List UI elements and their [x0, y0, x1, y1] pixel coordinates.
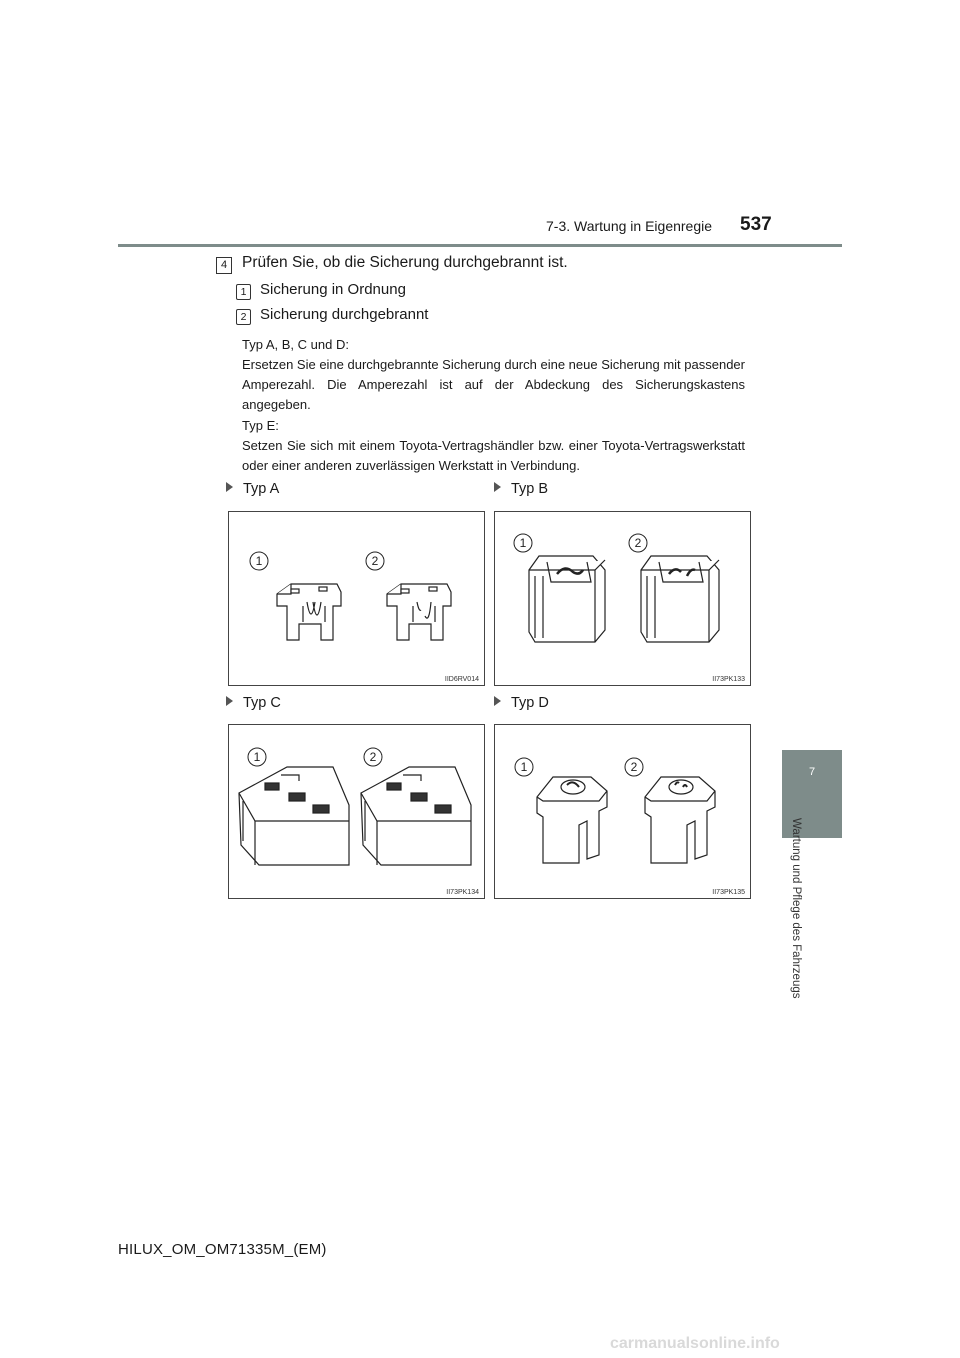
svg-text:2: 2 — [371, 554, 379, 568]
instruction-e-title: Typ E: — [242, 418, 279, 433]
figure-code: II73PK135 — [712, 889, 745, 896]
triangle-bullet-icon — [494, 482, 501, 492]
figure-type-a — [228, 511, 485, 686]
caption-text: Typ C — [243, 695, 281, 711]
fuse-blown-illustration — [645, 777, 715, 863]
figure-type-c — [228, 724, 485, 899]
page-number: 537 — [740, 214, 772, 235]
fuse-good-illustration — [239, 767, 349, 865]
chapter-number: 7 — [808, 766, 816, 778]
figure-code: IID6RV014 — [444, 676, 479, 683]
figure-code: II73PK133 — [712, 676, 745, 683]
callout-1 — [248, 748, 266, 766]
section-title: 7-3. Wartung in Eigenregie — [546, 218, 713, 234]
callout-2 — [629, 534, 647, 552]
fuse-good-illustration — [537, 777, 607, 863]
callout-2 — [366, 552, 384, 570]
legend-item-1-text: Sicherung in Ordnung — [260, 281, 406, 298]
callout-2 — [625, 758, 643, 776]
svg-text:1: 1 — [253, 750, 261, 764]
svg-text:2: 2 — [630, 760, 638, 774]
step-number-box — [216, 255, 232, 274]
callout-1 — [515, 758, 533, 776]
fuse-good-illustration — [529, 556, 605, 642]
watermark: carmanualsonline.info — [610, 1335, 780, 1352]
fuse-blown-illustration — [361, 767, 471, 865]
instruction-e-body: Setzen Sie sich mit einem Toyota-Vertragshändler bzw. einer Toyota-Vertragswerkstatt oder einer anderen zuverlässigen Werkstatt in Verbindung. — [242, 438, 745, 473]
figure-type-b — [494, 511, 751, 686]
header-rule — [118, 244, 842, 247]
figure-caption-b — [494, 481, 548, 497]
figure-caption-a — [226, 481, 279, 497]
document-footer: HILUX_OM_OM71335M_(EM) — [118, 1241, 327, 1258]
legend-item-2-text: Sicherung durchgebrannt — [260, 306, 429, 323]
svg-text:1: 1 — [255, 554, 263, 568]
instruction-abcd — [242, 335, 745, 415]
instruction-e — [242, 416, 745, 476]
step-text: Prüfen Sie, ob die Sicherung durchgebrannt ist. — [242, 254, 568, 271]
caption-text: Typ A — [243, 481, 280, 497]
legend-number: 1 — [236, 284, 251, 300]
fuse-good-illustration — [277, 584, 341, 640]
triangle-bullet-icon — [226, 482, 233, 492]
svg-text:2: 2 — [369, 750, 377, 764]
callout-1 — [514, 534, 532, 552]
figure-caption-d — [494, 695, 549, 711]
legend-item-2-marker — [236, 307, 251, 325]
caption-text: Typ B — [511, 481, 549, 497]
figure-type-d — [494, 724, 751, 899]
callout-2 — [364, 748, 382, 766]
step-number: 4 — [216, 257, 232, 274]
triangle-bullet-icon — [494, 696, 501, 706]
callout-1 — [250, 552, 268, 570]
legend-number: 2 — [236, 309, 251, 325]
instruction-abcd-title: Typ A, B, C und D: — [242, 337, 349, 352]
fuse-blown-illustration — [387, 584, 451, 640]
caption-text: Typ D — [511, 695, 549, 711]
figure-code: II73PK134 — [446, 889, 479, 896]
svg-text:1: 1 — [520, 760, 528, 774]
fuse-blown-illustration — [641, 556, 719, 642]
chapter-label: Wartung und Pflege des Fahrzeugs — [790, 818, 802, 999]
svg-text:2: 2 — [634, 536, 642, 550]
instruction-abcd-body: Ersetzen Sie eine durchgebrannte Sicherung durch eine neue Sicherung mit passender Amperezahl. Die Amperezahl ist auf der Abdeckung des Sicherungskastens angegeben. — [242, 357, 745, 412]
svg-text:1: 1 — [519, 536, 527, 550]
figure-caption-c — [226, 695, 281, 711]
legend-item-1-marker — [236, 282, 251, 300]
triangle-bullet-icon — [226, 696, 233, 706]
